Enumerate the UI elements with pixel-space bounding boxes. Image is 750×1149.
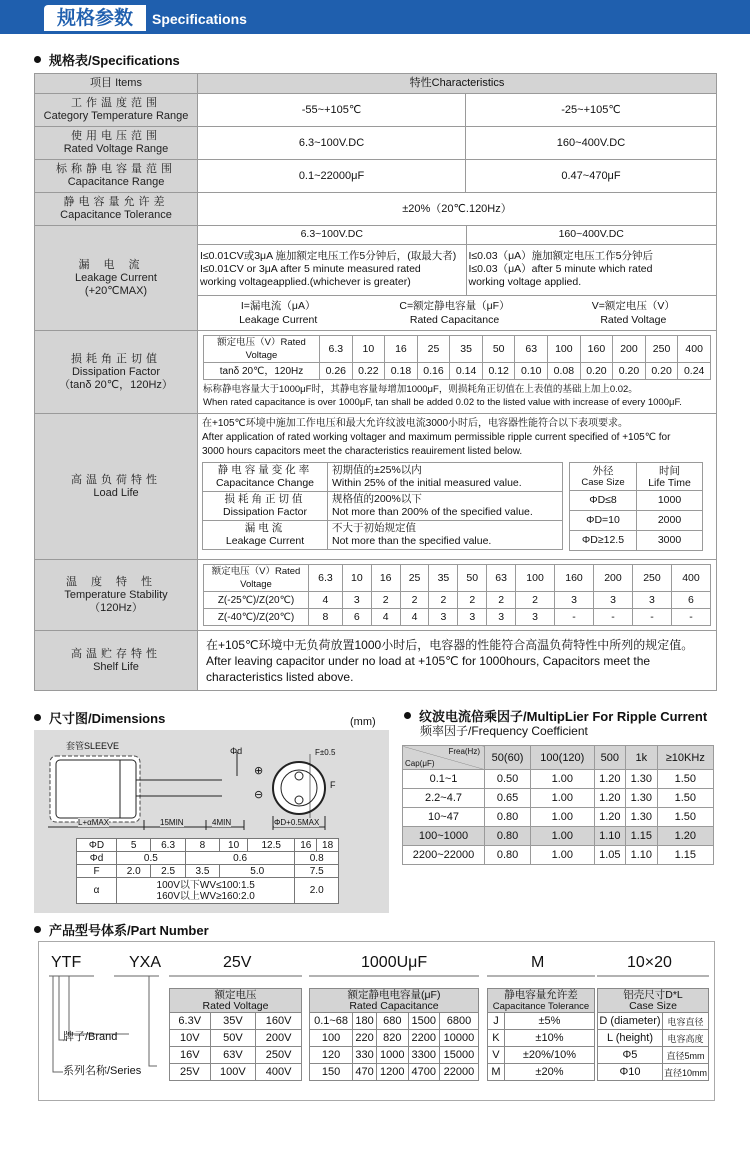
life-table xyxy=(202,462,563,550)
part-capacitance-table xyxy=(309,988,479,1081)
ripple-freq-label: Frea(Hz) xyxy=(448,747,480,756)
leak-left-2: I≤0.01CV or 3μA after 5 minute measured rated xyxy=(200,263,421,276)
dims-cell: 0.8 xyxy=(295,852,339,865)
ts-label-cn: 温度特性 xyxy=(66,575,166,588)
dims-f-label: F xyxy=(77,865,117,878)
part-voltage-table xyxy=(169,988,302,1081)
part-tolerance-cell: ±20% xyxy=(504,1064,594,1081)
df-value-cell: 0.20 xyxy=(613,363,646,380)
ts-z40-cell: 3 xyxy=(487,609,516,626)
leak-left-3: working voltageapplied.(whichever is greater) xyxy=(200,276,411,289)
tol-label-en: Capacitance Tolerance xyxy=(60,209,172,221)
ts-z40-cell: - xyxy=(594,609,633,626)
life-row-label-en: Dissipation Factor xyxy=(222,506,308,518)
leak-head-2: 160~400V.DC xyxy=(466,226,716,244)
df-value-cell: 0.22 xyxy=(352,363,385,380)
part-capacitance-cell: 120 xyxy=(310,1047,353,1064)
leak-left-1: I≤0.01CV或3μA 施加额定电压工作5分钟后，(取最大者) xyxy=(200,250,457,263)
ripple-value-cell: 1.50 xyxy=(657,770,713,789)
ripple-cap-cell: 100~1000 xyxy=(403,827,485,846)
life-row-label-en: Leakage Current xyxy=(225,535,305,547)
df-value-cell: 0.16 xyxy=(417,363,450,380)
leak-def-i-en: Leakage Current xyxy=(239,313,318,326)
dims-cell: 8 xyxy=(185,839,219,852)
ripple-header-cell: ≥10KHz xyxy=(657,746,713,770)
ts-row2-label: Z(-25℃)/Z(20℃) xyxy=(204,592,309,609)
ripple-value-cell: 1.30 xyxy=(626,789,658,808)
life-time: 3000 xyxy=(636,531,702,551)
dims-alpha-2: 160V以上WV≥160:2.0 xyxy=(156,890,255,902)
life-intro-cn: 在+105℃环境中施加工作电压和最大允许纹波电流3000小时后，电容器性能符合以下表项要求。 xyxy=(202,418,629,429)
ts-z40-cell: 3 xyxy=(516,609,555,626)
ripple-value-cell: 1.15 xyxy=(626,827,658,846)
ripple-header-cell: 1k xyxy=(626,746,658,770)
f05-label: F±0.5 xyxy=(315,748,336,757)
ripple-cap-cell: 2200~22000 xyxy=(403,846,485,865)
part-voltage-cell: 50V xyxy=(210,1030,256,1047)
ts-z25-cell: 3 xyxy=(555,592,594,609)
bullet-icon xyxy=(404,712,411,719)
ts-z40-cell: 4 xyxy=(400,609,429,626)
min15-label: 15MIN xyxy=(160,818,184,827)
dims-cell: 7.5 xyxy=(295,865,339,878)
ripple-cap-cell: 0.1~1 xyxy=(403,770,485,789)
time-en: Life Time xyxy=(648,476,691,489)
part-size-cell: D (diameter) xyxy=(598,1013,663,1030)
f-label: F xyxy=(330,780,336,790)
part-section-title: 产品型号体系/Part Number xyxy=(34,920,209,939)
ripple-table xyxy=(402,745,714,865)
shelf-text-3: characteristics listed above. xyxy=(206,669,354,684)
ts-voltage-cell: 200 xyxy=(594,565,633,592)
ps-cn: 铝壳尺寸D*L xyxy=(623,988,683,1001)
part-size-cell: Φ10 xyxy=(598,1064,663,1081)
ripple-header-cell: 500 xyxy=(594,746,626,770)
ts-z25-cell: 3 xyxy=(342,592,371,609)
part-size-cell: L (height) xyxy=(598,1030,663,1047)
dims-cell: 2.5 xyxy=(151,865,185,878)
leak-head-1: 6.3~100V.DC xyxy=(198,226,466,244)
part-capacitance-cell: 1000 xyxy=(377,1047,408,1064)
ts-z25-cell: 2 xyxy=(487,592,516,609)
ts-voltage-cell: 50 xyxy=(458,565,487,592)
phid-label: Φd xyxy=(230,746,243,756)
life-label-cn: 高温负荷特性 xyxy=(71,473,161,486)
life-row-value-cn: 规格值的200%以下 xyxy=(332,493,422,505)
spec-table xyxy=(34,73,717,691)
leak-def-c-en: Rated Capacitance xyxy=(409,313,500,326)
part-voltage-cell: 35V xyxy=(210,1013,256,1030)
leak-def-v: V=额定电压（V） xyxy=(591,299,675,312)
df-voltage-cell: 100 xyxy=(548,336,581,363)
cap-label-en: Capacitance Range xyxy=(67,176,165,188)
leak-label-en2: (+20℃MAX) xyxy=(84,284,148,297)
ripple-value-cell: 1.50 xyxy=(657,789,713,808)
part-capacitance-cell: 820 xyxy=(377,1030,408,1047)
part-tolerance-cell: K xyxy=(488,1030,505,1047)
bullet-icon xyxy=(34,926,41,933)
ts-z40-cell: 4 xyxy=(371,609,400,626)
dims-cell: 3.5 xyxy=(185,865,219,878)
ripple-value-cell: 1.20 xyxy=(594,808,626,827)
df-voltage-cell: 25 xyxy=(417,336,450,363)
sleeve-label: 套管SLEEVE xyxy=(66,741,120,751)
volt-label-cn: 使用电压范围 xyxy=(71,130,161,142)
dims-cell: 5 xyxy=(117,839,151,852)
ts-voltage-cell: 160 xyxy=(555,565,594,592)
part-voltage-cell: 100V xyxy=(210,1064,256,1081)
part-tolerance-cell: V xyxy=(488,1047,505,1064)
ts-z40-cell: 6 xyxy=(342,609,371,626)
ripple-value-cell: 1.15 xyxy=(657,846,713,865)
ts-voltage-cell: 16 xyxy=(371,565,400,592)
tol-value: ±20%（20℃.120Hz） xyxy=(198,193,717,226)
part-tolerance-cell: J xyxy=(488,1013,505,1030)
volt-value-1: 6.3~100V.DC xyxy=(198,127,466,160)
temp-label-en: Category Temperature Range xyxy=(43,110,189,122)
df-voltage-cell: 200 xyxy=(613,336,646,363)
life-time: 2000 xyxy=(636,511,702,531)
dims-cell: 0.5 xyxy=(117,852,186,865)
life-time: 1000 xyxy=(636,491,702,511)
ts-label-en2: （120Hz） xyxy=(89,601,143,614)
shelf-text-1: 在+105℃环境中无负荷放置1000小时后，电容器的性能符合高温负荷特性中所列的规定值。 xyxy=(206,637,694,652)
df-value-cell: 0.10 xyxy=(515,363,548,380)
part-capacitance-cell: 100 xyxy=(310,1030,353,1047)
ps-en: Case Size xyxy=(629,999,677,1012)
ripple-value-cell: 1.00 xyxy=(531,846,594,865)
temp-value-1: -55~+105℃ xyxy=(198,94,466,127)
df-voltage-cell: 10 xyxy=(352,336,385,363)
ripple-value-cell: 0.65 xyxy=(485,789,531,808)
part-voltage-cell: 16V xyxy=(170,1047,211,1064)
part-capacitance-cell: 1200 xyxy=(377,1064,408,1081)
df-voltage-cell: 250 xyxy=(645,336,678,363)
ripple-value-cell: 1.00 xyxy=(531,789,594,808)
shelf-label-en: Shelf Life xyxy=(93,660,139,673)
dims-alpha-1: 100V以下WV≤100:1.5 xyxy=(156,879,255,891)
ripple-value-cell: 0.80 xyxy=(485,808,531,827)
life-row-label-cn: 损耗角正切值 xyxy=(224,493,306,505)
part-size-cell: 直径10mm xyxy=(662,1064,708,1081)
minus-icon: ⊖ xyxy=(254,789,264,801)
header-bar xyxy=(0,0,750,34)
leak-right-1: I≤0.03（μA）施加额定电压工作5分钟后 xyxy=(468,250,654,263)
part-size-cell: 直径5mm xyxy=(662,1047,708,1064)
head-characteristics: 特性Characteristics xyxy=(198,74,717,94)
df-voltage-cell: 160 xyxy=(580,336,613,363)
header-title-en: Specifications xyxy=(152,11,247,27)
ripple-cap-cell: 2.2~4.7 xyxy=(403,789,485,808)
ts-z25-cell: 2 xyxy=(371,592,400,609)
time-cn: 时间 xyxy=(658,464,680,477)
ripple-section-title: 纹波电流倍乘因子/MultipLier For Ripple Current xyxy=(404,706,707,725)
ts-voltage-cell: 6.3 xyxy=(309,565,343,592)
ts-z25-cell: 6 xyxy=(671,592,710,609)
part-capacitance-cell: 22000 xyxy=(439,1064,478,1081)
life-row-label-cn: 静电容量变化率 xyxy=(217,464,313,476)
dims-cell: 10 xyxy=(220,839,248,852)
ts-voltage-cell: 250 xyxy=(632,565,671,592)
part-code-voltage: 25V xyxy=(223,954,252,971)
part-capacitance-cell: 2200 xyxy=(408,1030,439,1047)
ripple-header-cell: 100(120) xyxy=(531,746,594,770)
tol-label-cn: 静电容量允许差 xyxy=(63,196,169,208)
part-code-capacitance: 1000UμF xyxy=(361,954,428,971)
shelf-text-2: After leaving capacitor under no load at +105℃ for 1000hours, Capacitors meet the xyxy=(206,653,651,668)
life-row-value-en: Not more than the specified value. xyxy=(332,535,492,547)
leak-def-i: I=漏电流（μA） xyxy=(240,299,316,312)
part-capacitance-cell: 0.1~68 xyxy=(310,1013,353,1030)
ts-z25-cell: 2 xyxy=(458,592,487,609)
ripple-value-cell: 1.00 xyxy=(531,808,594,827)
part-tolerance-cell: ±10% xyxy=(504,1030,594,1047)
part-capacitance-cell: 220 xyxy=(353,1030,377,1047)
bullet-icon xyxy=(34,714,41,721)
ts-voltage-cell: 400 xyxy=(671,565,710,592)
dmax-label: ΦD+0.5MAX xyxy=(274,818,320,827)
part-code-size: 10×20 xyxy=(627,954,672,971)
ts-z40-cell: - xyxy=(671,609,710,626)
cap-label-cn: 标称静电容量范围 xyxy=(56,163,176,175)
life-row-value-en: Not more than 200% of the specified value. xyxy=(332,506,533,518)
df-voltage-cell: 400 xyxy=(678,336,711,363)
part-voltage-cell: 10V xyxy=(170,1030,211,1047)
df-voltage-cell: 6.3 xyxy=(320,336,353,363)
ts-voltage-cell: 10 xyxy=(342,565,371,592)
part-capacitance-cell: 6800 xyxy=(439,1013,478,1030)
ripple-value-cell: 1.20 xyxy=(657,827,713,846)
shelf-label-cn: 高温贮存特性 xyxy=(71,647,161,660)
df-label-en: Dissipation Factor xyxy=(71,365,161,378)
leak-label-en: Leakage Current xyxy=(75,271,157,284)
life-label-en: Load Life xyxy=(93,486,139,499)
ripple-value-cell: 0.80 xyxy=(485,827,531,846)
leak-label-cn: 漏电流 xyxy=(78,258,154,271)
part-tolerance-cell: M xyxy=(488,1064,505,1081)
ripple-header-cell: 50(60) xyxy=(485,746,531,770)
plus-icon: ⊕ xyxy=(254,765,264,777)
ts-z25-cell: 3 xyxy=(632,592,671,609)
dims-phid-label: Φd xyxy=(77,852,117,865)
part-size-cell: 电容直径 xyxy=(662,1013,708,1030)
ts-z25-cell: 2 xyxy=(400,592,429,609)
dims-cell: 12.5 xyxy=(248,839,295,852)
ripple-value-cell: 1.00 xyxy=(531,770,594,789)
dims-cell: 2.0 xyxy=(295,878,339,904)
df-value-cell: 0.20 xyxy=(645,363,678,380)
part-voltage-cell: 400V xyxy=(256,1064,302,1081)
pt-cn: 静电容量允许差 xyxy=(504,988,578,1001)
bullet-icon xyxy=(34,56,41,63)
ripple-value-cell: 1.10 xyxy=(626,846,658,865)
volt-label-en: Rated Voltage Range xyxy=(63,143,169,155)
ts-z40-cell: 8 xyxy=(309,609,343,626)
ripple-value-cell: 1.20 xyxy=(594,770,626,789)
leak-right-2: I≤0.03（μA）after 5 minute which rated xyxy=(468,263,653,276)
df-voltage-cell: 16 xyxy=(385,336,418,363)
dims-cell: 16 xyxy=(295,839,317,852)
lmax-label: L+αMAX xyxy=(78,818,110,827)
part-capacitance-cell: 180 xyxy=(353,1013,377,1030)
dims-section-title: 尺寸图/Dimensions xyxy=(34,708,165,727)
case-cn: 外径 xyxy=(592,464,614,477)
part-code-brand: YTF xyxy=(51,954,82,971)
ripple-value-cell: 1.05 xyxy=(594,846,626,865)
df-row2-label: tanδ 20℃，120Hz xyxy=(204,363,320,380)
part-capacitance-cell: 3300 xyxy=(408,1047,439,1064)
ripple-subtitle: 频率因子/Frequency Coefficient xyxy=(420,724,588,738)
ts-z40-cell: - xyxy=(555,609,594,626)
dims-cell: 18 xyxy=(317,839,339,852)
life-size-table xyxy=(569,462,703,551)
ripple-value-cell: 1.20 xyxy=(594,789,626,808)
ripple-value-cell: 1.50 xyxy=(657,808,713,827)
part-voltage-cell: 200V xyxy=(256,1030,302,1047)
df-voltage-cell: 63 xyxy=(515,336,548,363)
part-capacitance-cell: 4700 xyxy=(408,1064,439,1081)
df-label-en2: （tanδ 20℃，120Hz） xyxy=(59,378,173,391)
life-row-value-cn: 不大于初始规定值 xyxy=(332,522,416,534)
df-voltage-cell: 35 xyxy=(450,336,483,363)
df-value-cell: 0.26 xyxy=(320,363,353,380)
df-value-cell: 0.08 xyxy=(548,363,581,380)
ts-voltage-cell: 100 xyxy=(516,565,555,592)
part-voltage-cell: 25V xyxy=(170,1064,211,1081)
part-capacitance-cell: 680 xyxy=(377,1013,408,1030)
df-row1-label: 额定电压（V）Rated Voltage xyxy=(204,336,320,363)
ripple-value-cell: 1.30 xyxy=(626,808,658,827)
spec-section-title: 规格表/Specifications xyxy=(34,50,180,69)
head-items: 项目 Items xyxy=(35,74,198,94)
part-number-panel xyxy=(38,941,715,1101)
part-size-table xyxy=(597,988,709,1081)
part-size-cell: 电容高度 xyxy=(662,1030,708,1047)
life-row-value-en: Within 25% of the initial measured value. xyxy=(332,477,522,489)
part-capacitance-cell: 470 xyxy=(353,1064,377,1081)
cap-value-2: 0.47~470μF xyxy=(466,160,717,193)
part-brand-label: 牌子/Brand xyxy=(63,1031,118,1043)
ripple-value-cell: 0.80 xyxy=(485,846,531,865)
ripple-value-cell: 1.10 xyxy=(594,827,626,846)
pc-cn: 额定静电电容量(μF) xyxy=(347,988,441,1001)
df-value-cell: 0.20 xyxy=(580,363,613,380)
ts-z25-cell: 4 xyxy=(309,592,343,609)
part-size-cell: Φ5 xyxy=(598,1047,663,1064)
ts-row3-label: Z(-40℃)/Z(20℃) xyxy=(204,609,309,626)
df-table xyxy=(203,335,711,380)
part-voltage-cell: 250V xyxy=(256,1047,302,1064)
part-code-series: YXA xyxy=(129,954,162,971)
leak-def-v-en: Rated Voltage xyxy=(600,313,667,326)
pv-en: Rated Voltage xyxy=(202,999,269,1012)
part-series-label: 系列名称/Series xyxy=(63,1065,142,1077)
ts-row1-label: 额定电压（V）Rated Voltage xyxy=(204,565,309,592)
life-size: ΦD=10 xyxy=(570,511,637,531)
pt-en: Capacitance Tolerance xyxy=(492,1000,590,1012)
life-size: ΦD≤8 xyxy=(570,491,637,511)
dims-alpha-label: α xyxy=(77,878,117,904)
ts-z25-cell: 3 xyxy=(594,592,633,609)
part-capacitance-cell: 330 xyxy=(353,1047,377,1064)
dims-cell: 2.0 xyxy=(117,865,151,878)
dims-table xyxy=(76,838,339,904)
leak-right-3: working voltage applied. xyxy=(468,276,582,289)
part-voltage-cell: 63V xyxy=(210,1047,256,1064)
df-value-cell: 0.24 xyxy=(678,363,711,380)
pv-cn: 额定电压 xyxy=(214,988,257,1001)
df-note-en: When rated capacitance is over 1000μF, tan shall be added 0.02 to the listed value with increase of every 1000μF. xyxy=(203,397,682,408)
volt-value-2: 160~400V.DC xyxy=(466,127,717,160)
ripple-value-cell: 1.00 xyxy=(531,827,594,846)
life-row-label-cn: 漏电流 xyxy=(244,522,286,534)
ts-table xyxy=(203,564,711,626)
life-size: ΦD≥12.5 xyxy=(570,531,637,551)
ripple-value-cell: 1.30 xyxy=(626,770,658,789)
life-row-value-cn: 初期值的±25%以内 xyxy=(332,464,422,476)
ts-z40-cell: - xyxy=(632,609,671,626)
part-capacitance-cell: 1500 xyxy=(408,1013,439,1030)
ts-z40-cell: 3 xyxy=(458,609,487,626)
part-code-tolerance: M xyxy=(531,954,545,971)
ts-z25-cell: 2 xyxy=(429,592,458,609)
life-intro-en1: After application of rated working voltager and maximum permissible ripple current specified of +105℃ for xyxy=(202,432,671,443)
temp-value-2: -25~+105℃ xyxy=(466,94,717,127)
part-tolerance-cell: ±20%/10% xyxy=(504,1047,594,1064)
ts-z25-cell: 2 xyxy=(516,592,555,609)
df-value-cell: 0.12 xyxy=(482,363,515,380)
pc-en: Rated Capacitance xyxy=(349,999,439,1012)
df-note-cn: 标称静电容量大于1000μF时，其静电容量每增加1000μF，则损耗角正切值在上表值的基础上加上0.02。 xyxy=(203,384,638,395)
df-value-cell: 0.14 xyxy=(450,363,483,380)
part-voltage-cell: 6.3V xyxy=(170,1013,211,1030)
ts-voltage-cell: 25 xyxy=(400,565,429,592)
min4-label: 4MIN xyxy=(212,818,232,827)
ts-voltage-cell: 35 xyxy=(429,565,458,592)
ripple-cap-label: Cap(μF) xyxy=(405,759,435,768)
life-intro-en2: 3000 hours capacitors meet the characteristics reauirement listed below. xyxy=(202,446,523,457)
ts-z40-cell: 3 xyxy=(429,609,458,626)
ripple-value-cell: 0.50 xyxy=(485,770,531,789)
leak-def-c: C=额定静电容量（μF） xyxy=(399,299,510,312)
dims-cell: 5.0 xyxy=(220,865,295,878)
temp-label-cn: 工作温度范围 xyxy=(71,97,161,109)
df-value-cell: 0.18 xyxy=(385,363,418,380)
part-capacitance-cell: 15000 xyxy=(439,1047,478,1064)
part-capacitance-cell: 10000 xyxy=(439,1030,478,1047)
dims-cell: 0.6 xyxy=(185,852,295,865)
case-en: Case Size xyxy=(581,476,625,488)
df-voltage-cell: 50 xyxy=(482,336,515,363)
part-voltage-cell: 160V xyxy=(256,1013,302,1030)
part-tolerance-table xyxy=(487,988,595,1081)
ts-label-en: Temperature Stability xyxy=(64,588,168,601)
ts-voltage-cell: 63 xyxy=(487,565,516,592)
dims-unit: (mm) xyxy=(350,716,376,728)
df-label-cn: 损耗角正切值 xyxy=(71,352,161,365)
ripple-cap-cell: 10~47 xyxy=(403,808,485,827)
dims-d-label: ΦD xyxy=(77,839,117,852)
header-title-cn: 规格参数 xyxy=(44,5,146,31)
part-capacitance-cell: 150 xyxy=(310,1064,353,1081)
part-tolerance-cell: ±5% xyxy=(504,1013,594,1030)
life-row-label-en: Capacitance Change xyxy=(215,477,315,489)
cap-value-1: 0.1~22000μF xyxy=(198,160,466,193)
dims-cell: 6.3 xyxy=(151,839,185,852)
